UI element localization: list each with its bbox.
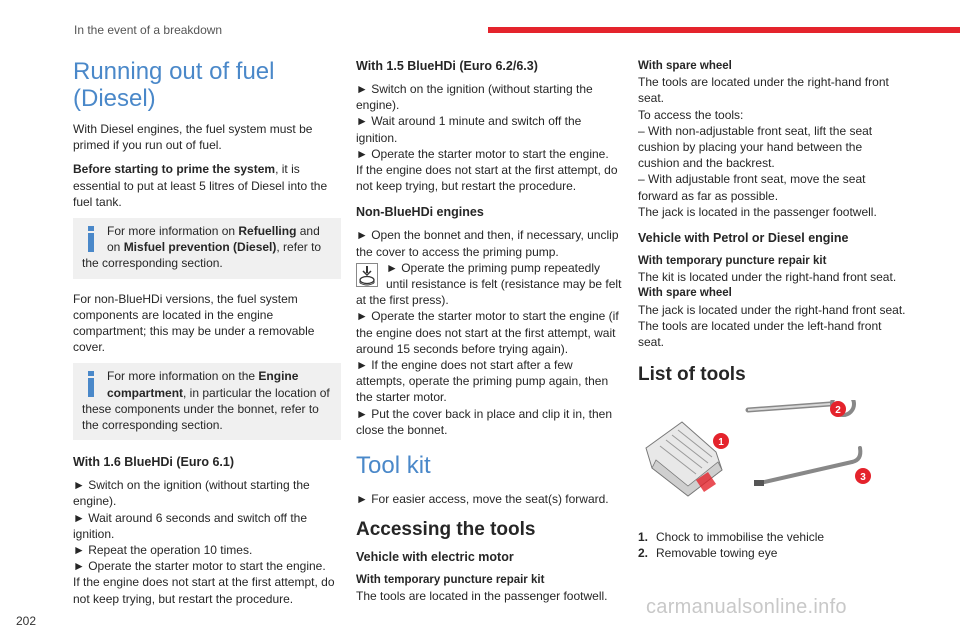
heading-accessing-tools: Accessing the tools [356,519,536,541]
svg-text:1: 1 [718,437,724,449]
list-item: 1. Chock to immobilise the vehicle [638,530,825,545]
text: For more information on [107,224,239,239]
text: The tools are located under the right-hand front seat. [638,75,889,106]
step: ► Repeat the operation 10 times. [73,543,253,558]
subheading-euro62: With 1.5 BlueHDi (Euro 6.2/6.3) [356,59,538,73]
step: ► Put the cover back in place and clip it in, then close the bonnet. [356,406,613,437]
watermark: carmanualsonline.info [646,596,847,618]
paragraph: ► For easier access, move the seat(s) forward. [356,492,609,507]
column-1 [73,58,341,607]
step: ► Wait around 1 minute and switch off the ignition. [356,114,582,145]
section-title-running-out-of-fuel: Running out of fuel (Diesel) [73,58,275,112]
svg-text:3: 3 [860,472,866,484]
paragraph [356,572,624,604]
paragraph: For non-BlueHDi versions, the fuel system components are located in the engine compartment; this may be under a removable cover. [73,291,315,355]
step: ► Wait around 6 seconds and switch off the ignition. [73,510,308,541]
list-item: 2. Removable towing eye [638,546,778,561]
bold-text: Misfuel prevention (Diesel) [123,240,277,255]
subtitle-repair-kit: With temporary puncture repair kit [356,574,545,587]
text: – With adjustable front seat, move the seat forward as far as possible. [638,172,866,203]
step: ► Switch on the ignition (without starting the engine). [73,478,310,509]
paragraph [638,58,906,220]
step-note: If the engine does not start at the first attempt, do not keep trying, but restart the procedure. [73,575,335,606]
section-title-tool-kit: Tool kit [356,452,431,480]
paragraph [73,161,341,210]
bold-text: Refuelling [238,224,297,239]
callout-2 [830,401,846,417]
text: – With non-adjustable front seat, lift the seat cushion by placing your hand between the cushion and the backrest. [638,123,873,171]
subheading-electric: Vehicle with electric motor [356,550,514,565]
step-note: If the engine does not start at the first attempt, do not keep trying, but restart the procedure. [356,163,618,194]
paragraph: With Diesel engines, the fuel system must be primed if you run out of fuel. [73,122,313,153]
info-icon [87,371,95,397]
step-list [73,477,341,607]
step: ► Operate the starter motor to start the engine. [356,146,609,161]
subtitle-spare-wheel: With spare wheel [638,287,732,300]
text: The kit is located under the right-hand front seat. [638,270,897,285]
chock-illustration [646,422,722,496]
column-3 [638,58,906,570]
step-list [356,227,624,438]
header-title: In the event of a breakdown [74,23,223,37]
text: , refer to the corresponding section. [82,240,322,271]
text: The tools are located under the left-hand front seat. [638,318,882,350]
bold-text: Before starting to prime the system [73,162,276,177]
subtitle-repair-kit: With temporary puncture repair kit [638,255,827,268]
text: and on [107,224,320,255]
info-note [73,363,341,440]
text: , it is essential to put at least 5 litres of Diesel into the fuel tank. [73,162,328,209]
text: The tools are located in the passenger footwell. [356,589,608,604]
callout-3 [855,468,871,484]
step: ► Operate the starter motor to start the engine. [73,559,326,574]
header-accent-bar [488,27,960,33]
callout-1 [713,433,729,449]
text: To access the tools: [638,107,744,122]
tool-list [638,529,906,561]
step: ► If the engine does not start after a few attempts, operate the priming pump again, then the starter motor. [356,358,609,405]
step: ► Switch on the ignition (without starting the engine). [356,82,593,113]
subheading-non-bluehdi: Non-BlueHDi engines [356,205,484,220]
column-2 [356,58,624,613]
step: ► Operate the priming pump repeatedly until resistance is felt (resistance may be felt at the first press). [356,260,622,308]
text: For more information on the [107,369,259,384]
info-icon [87,226,95,252]
svg-text:2: 2 [835,405,841,417]
text: The jack is located under the right-hand front seat. [638,302,906,317]
heading-list-of-tools: List of tools [638,364,746,386]
info-note [73,218,341,279]
subheading-petrol-diesel: Vehicle with Petrol or Diesel engine [638,231,849,246]
text: The jack is located in the passenger footwell. [638,204,877,219]
step-list [356,81,624,194]
text: , in particular the location of these components under the bonnet, refer to the corresponding section. [82,385,330,433]
step: ► Open the bonnet and then, if necessary, unclip the cover to access the priming pump. [356,228,619,259]
page-number: 202 [16,614,37,628]
subheading-euro61: With 1.6 BlueHDi (Euro 6.1) [73,455,235,470]
tools-illustration [638,400,888,510]
bold-text: Engine compartment [107,369,299,400]
step: ► Operate the starter motor to start the engine (if the engine does not start at the first attempt, wait around 15 seconds before trying again). [356,309,619,356]
paragraph [638,253,906,350]
priming-pump-icon [356,263,378,287]
subtitle-spare-wheel: With spare wheel [638,60,732,72]
wheel-brace-illustration [754,448,860,486]
